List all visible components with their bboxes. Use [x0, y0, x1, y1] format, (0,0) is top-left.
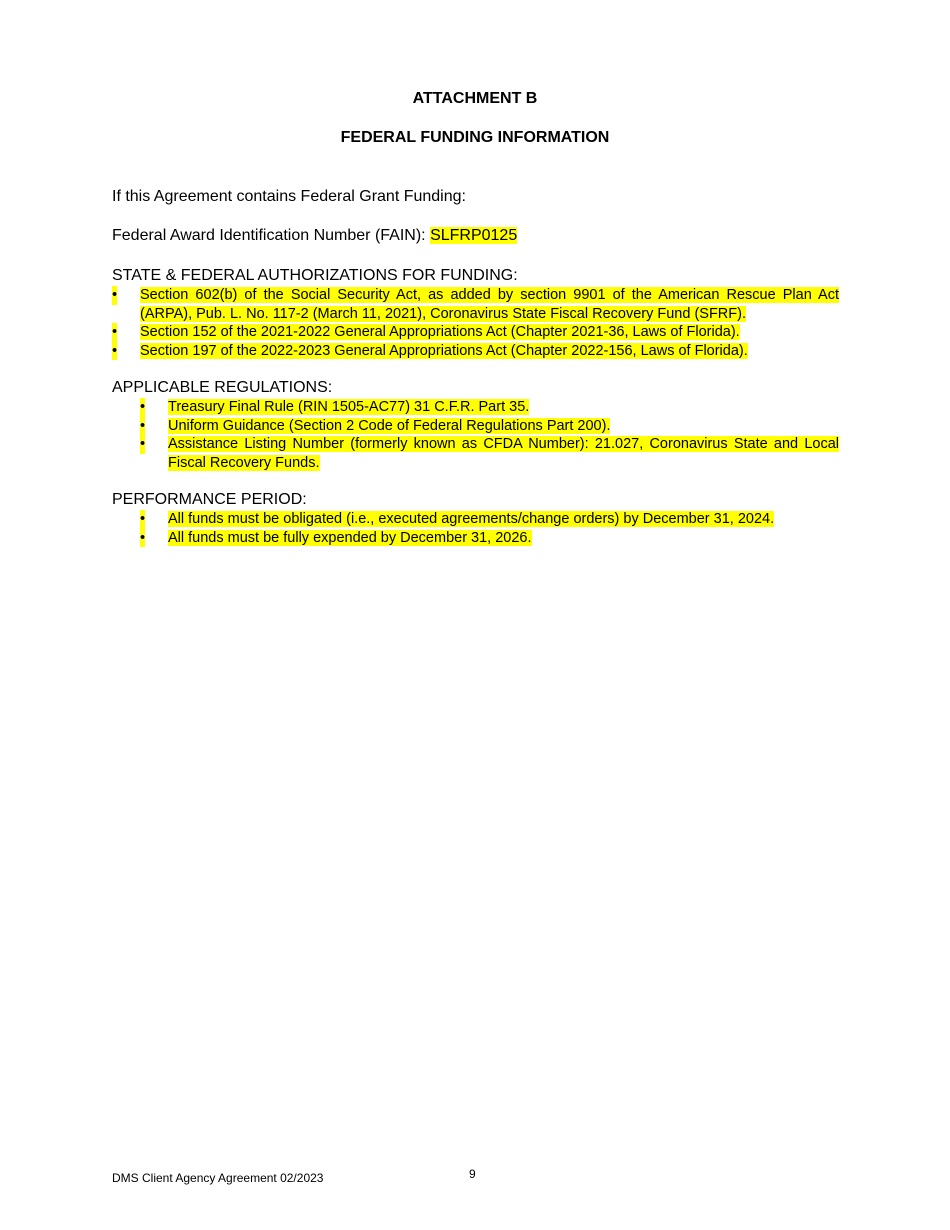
performance-list	[140, 510, 839, 547]
page-title: FEDERAL FUNDING INFORMATION	[340, 129, 610, 146]
list-item	[112, 323, 839, 342]
attachment-heading: ATTACHMENT B	[412, 90, 538, 107]
bullet-icon: •	[140, 436, 146, 452]
list-item-text: Assistance Listing Number (formerly known as CFDA Number): 21.027, Coronavirus State and Local Fiscal Recovery Funds.	[168, 436, 839, 471]
list-item-text: All funds must be fully expended by December 31, 2026.	[168, 529, 532, 546]
list-item	[112, 342, 839, 361]
authorizations-list	[112, 286, 839, 360]
bullet-icon: •	[140, 417, 146, 434]
footer-document-id: DMS Client Agency Agreement 02/2023	[112, 1171, 324, 1185]
bullet-icon: •	[112, 342, 118, 359]
list-item	[140, 510, 839, 529]
bullet-icon: •	[112, 324, 118, 340]
bullet-icon: •	[140, 529, 146, 546]
list-item	[140, 417, 839, 436]
bullet-icon: •	[140, 511, 146, 527]
list-item-text: Treasury Final Rule (RIN 1505-AC77) 31 C.F.R. Part 35.	[168, 399, 530, 415]
list-item-text: Uniform Guidance (Section 2 Code of Federal Regulations Part 200).	[168, 417, 611, 434]
page-number: 9	[469, 1167, 476, 1181]
intro-text: If this Agreement contains Federal Grant Funding:	[112, 188, 466, 205]
fain-value: SLFRP0125	[430, 227, 518, 244]
bullet-icon: •	[112, 287, 118, 303]
authorizations-heading: STATE & FEDERAL AUTHORIZATIONS FOR FUNDING:	[112, 267, 518, 284]
list-item	[140, 529, 839, 548]
list-item-text: All funds must be obligated (i.e., executed agreements/change orders) by December 31, 2024.	[168, 511, 775, 527]
fain-line	[112, 227, 517, 245]
fain-label: Federal Award Identification Number (FAIN):	[112, 227, 431, 244]
list-item	[140, 398, 839, 417]
list-item-text: Section 152 of the 2021-2022 General Appropriations Act (Chapter 2021-36, Laws of Florida).	[140, 324, 740, 340]
regulations-list	[140, 398, 839, 472]
performance-heading: PERFORMANCE PERIOD:	[112, 491, 307, 508]
bullet-icon: •	[140, 399, 146, 415]
list-item	[140, 435, 839, 472]
list-item-text: Section 197 of the 2022-2023 General Appropriations Act (Chapter 2022-156, Laws of Florida).	[140, 342, 748, 359]
list-item	[112, 286, 839, 323]
regulations-heading: APPLICABLE REGULATIONS:	[112, 379, 333, 396]
list-item-text: Section 602(b) of the Social Security Act, as added by section 9901 of the American Rescue Plan Act (ARPA), Pub. L. No. 117-2 (March 11, 2021), Coronavirus State Fiscal Recovery Fund (SFRF).	[140, 287, 839, 322]
